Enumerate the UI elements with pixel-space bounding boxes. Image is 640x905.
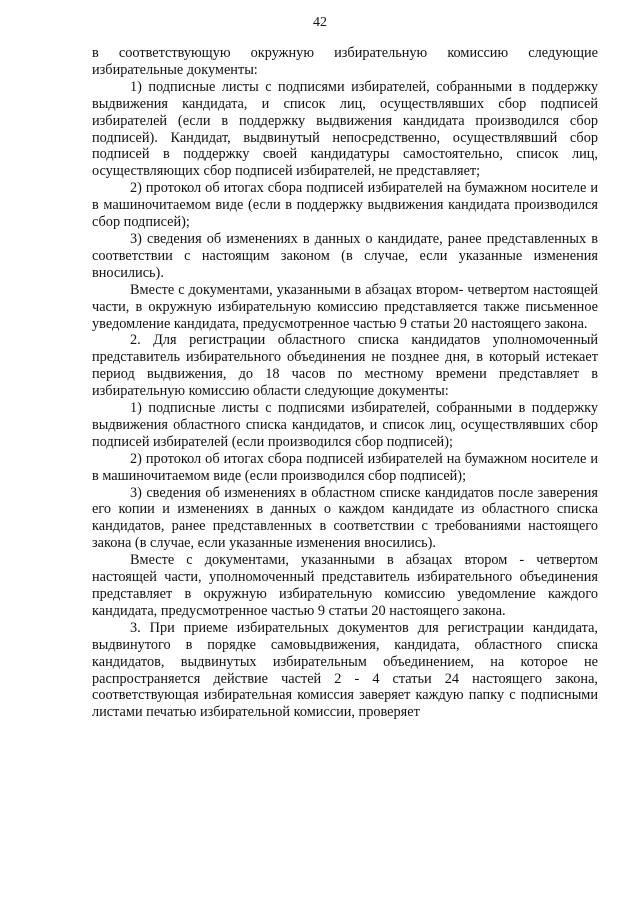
paragraph-section-2-item-2: 2) протокол об итогах сбора подписей избирателей на бумажном носителе и в машиночитаемом виде (если производился сбор подписей);: [92, 450, 598, 484]
paragraph-item-3-changes: 3) сведения об изменениях в данных о кандидате, ранее представленных в соответствии с настоящим законом (в случае, если указанные изменения вносились).: [92, 230, 598, 281]
paragraph-continuation: в соответствующую окружную избирательную комиссию следующие избирательные документы:: [92, 45, 598, 78]
paragraph-section-3: 3. При приеме избирательных документов для регистрации кандидата, выдвинутого в порядке самовыдвижения, кандидата, областного списка кандидатов, выдвинутых избирательным объединением, на которое не распространяется действие частей 2 - 4 статьи 24 настоящего закона, соответствующая избирательная комиссия заверяет каждую папку с подписными листами печатью избирательной комиссии, проверяет: [92, 619, 598, 721]
document-body: [92, 45, 598, 721]
paragraph-item-1-signature-sheets: 1) подписные листы с подписями избирателей, собранными в поддержку выдвижения кандидата, и список лиц, осуществлявших сбор подписей избирателей (если в поддержку выдвижения кандидата производился сбор подписей). Кандидат, выдвинутый непосредственно, осуществлявший сбор подписей в поддержку своей кандидатуры самостоятельно, список лиц, осуществляющих сбор подписей избирателей, не представляет;: [92, 78, 598, 180]
page-number: 42: [313, 15, 327, 30]
paragraph-section-2-item-3: 3) сведения об изменениях в областном списке кандидатов после заверения его копии и изменениях в данных о каждом кандидате из областного списка кандидатов, ранее представленных в соответствии с требованиями настоящего закона (в случае, если указанные изменения вносились).: [92, 484, 598, 552]
paragraph-item-2-protocol: 2) протокол об итогах сбора подписей избирателей на бумажном носителе и в машиночитаемом виде (если в поддержку выдвижения кандидата производился сбор подписей);: [92, 180, 598, 231]
paragraph-section-2-notice: Вместе с документами, указанными в абзацах втором - четвертом настоящей части, уполномоченный представитель избирательного объединения представляет в окружную избирательную комиссию уведомление каждого кандидата, предусмотренное частью 9 статьи 20 настоящего закона.: [92, 552, 598, 619]
paragraph-section-2: 2. Для регистрации областного списка кандидатов уполномоченный представитель избирательного объединения не позднее дня, в который истекает период выдвижения, до 18 часов по местному времени представляет в избирательную комиссию области следующие документы:: [92, 332, 598, 400]
paragraph-section-2-item-1: 1) подписные листы с подписями избирателей, собранными в поддержку выдвижения областного списка кандидатов, и список лиц, осуществлявших сбор подписей избирателей (если производился сбор подписей);: [92, 400, 598, 450]
paragraph-notice-candidate: Вместе с документами, указанными в абзацах втором- четвертом настоящей части, в окружную избирательную комиссию представляется также письменное уведомление кандидата, предусмотренное частью 9 статьи 20 настоящего закона.: [92, 281, 598, 332]
